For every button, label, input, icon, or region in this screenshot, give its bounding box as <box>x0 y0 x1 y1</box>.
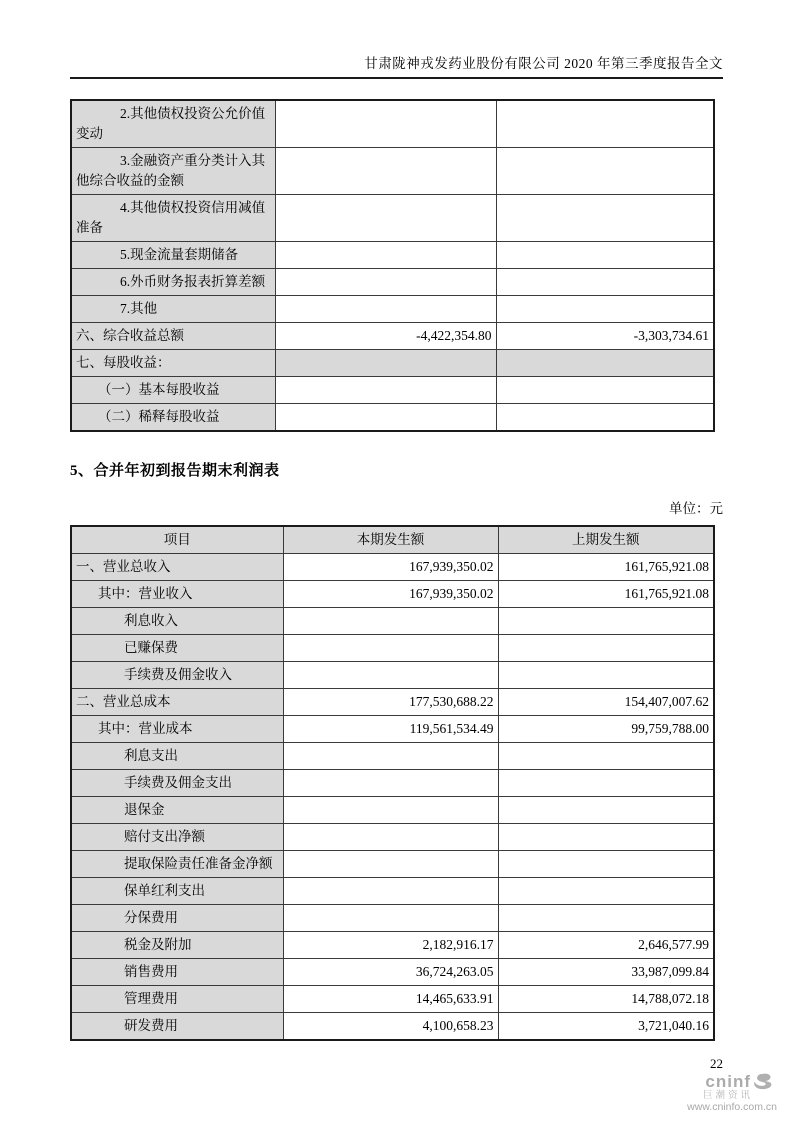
row-label: 5.现金流量套期储备 <box>71 242 275 269</box>
current-period-value <box>275 100 496 148</box>
table-row <box>71 824 714 851</box>
row-label: 六、综合收益总额 <box>71 323 275 350</box>
current-period-value <box>283 797 498 824</box>
row-label: 手续费及佣金收入 <box>71 662 283 689</box>
prior-period-value <box>496 242 714 269</box>
row-label: 3.金融资产重分类计入其他综合收益的金额 <box>71 148 275 195</box>
current-period-value <box>283 770 498 797</box>
current-period-value <box>283 743 498 770</box>
current-period-value <box>283 824 498 851</box>
current-period-value <box>275 377 496 404</box>
table-row <box>71 797 714 824</box>
row-label: 利息收入 <box>71 608 283 635</box>
comprehensive-income-table <box>70 99 715 432</box>
row-label: 2.其他债权投资公允价值变动 <box>71 100 275 148</box>
current-period-value <box>275 242 496 269</box>
cninfo-swirl-icon <box>753 1073 773 1090</box>
current-period-value <box>275 350 496 377</box>
prior-period-value <box>498 743 714 770</box>
prior-period-value <box>496 100 714 148</box>
row-label: 销售费用 <box>71 959 283 986</box>
prior-period-value: 154,407,007.62 <box>498 689 714 716</box>
current-period-value <box>283 662 498 689</box>
prior-period-value: 33,987,099.84 <box>498 959 714 986</box>
table-row <box>71 554 714 581</box>
row-label: 7.其他 <box>71 296 275 323</box>
section-title: 5、合并年初到报告期末利润表 <box>70 463 280 479</box>
prior-period-value <box>498 662 714 689</box>
table-row <box>71 296 714 323</box>
table-row <box>71 100 714 148</box>
current-period-value <box>275 296 496 323</box>
prior-period-value: 99,759,788.00 <box>498 716 714 743</box>
prior-period-value: 3,721,040.16 <box>498 1013 714 1041</box>
prior-period-value <box>498 797 714 824</box>
prior-period-value: 161,765,921.08 <box>498 581 714 608</box>
current-period-value: 14,465,633.91 <box>283 986 498 1013</box>
current-period-value <box>275 195 496 242</box>
table-row <box>71 959 714 986</box>
table-row <box>71 377 714 404</box>
column-header: 本期发生额 <box>283 526 498 554</box>
current-period-value: 36,724,263.05 <box>283 959 498 986</box>
income-statement-table <box>70 525 715 1041</box>
current-period-value: 2,182,916.17 <box>283 932 498 959</box>
current-period-value: 167,939,350.02 <box>283 581 498 608</box>
row-label: 利息支出 <box>71 743 283 770</box>
row-label: 其中：营业收入 <box>71 581 283 608</box>
prior-period-value <box>496 350 714 377</box>
row-label: 手续费及佣金支出 <box>71 770 283 797</box>
table-row <box>71 195 714 242</box>
current-period-value <box>275 148 496 195</box>
prior-period-value: -3,303,734.61 <box>496 323 714 350</box>
current-period-value <box>283 635 498 662</box>
document-header-title: 甘肃陇神戎发药业股份有限公司 2020 年第三季度报告全文 <box>70 0 723 79</box>
page-number: 22 <box>710 1056 723 1071</box>
prior-period-value <box>498 824 714 851</box>
current-period-value <box>283 608 498 635</box>
row-label: 七、每股收益： <box>71 350 275 377</box>
current-period-value: -4,422,354.80 <box>275 323 496 350</box>
table-row <box>71 635 714 662</box>
table-row <box>71 851 714 878</box>
row-label: 退保金 <box>71 797 283 824</box>
prior-period-value <box>498 905 714 932</box>
column-header: 上期发生额 <box>498 526 714 554</box>
table-row <box>71 242 714 269</box>
table-row <box>71 878 714 905</box>
prior-period-value <box>496 404 714 432</box>
cninfo-url: www.cninfo.com.cn <box>687 1101 777 1113</box>
current-period-value: 167,939,350.02 <box>283 554 498 581</box>
table-row <box>71 662 714 689</box>
table-row <box>71 269 714 296</box>
row-label: 管理费用 <box>71 986 283 1013</box>
prior-period-value: 2,646,577.99 <box>498 932 714 959</box>
current-period-value: 119,561,534.49 <box>283 716 498 743</box>
current-period-value <box>283 878 498 905</box>
prior-period-value <box>496 296 714 323</box>
prior-period-value <box>498 608 714 635</box>
prior-period-value <box>496 269 714 296</box>
table-row <box>71 148 714 195</box>
cninfo-watermark <box>687 1073 777 1114</box>
prior-period-value <box>496 148 714 195</box>
current-period-value <box>283 905 498 932</box>
table-row <box>71 770 714 797</box>
table-row <box>71 986 714 1013</box>
row-label: 4.其他债权投资信用减值准备 <box>71 195 275 242</box>
row-label: 分保费用 <box>71 905 283 932</box>
row-label: 一、营业总收入 <box>71 554 283 581</box>
prior-period-value: 14,788,072.18 <box>498 986 714 1013</box>
current-period-value: 4,100,658.23 <box>283 1013 498 1041</box>
row-label: 保单红利支出 <box>71 878 283 905</box>
header-row <box>71 526 714 554</box>
table-row <box>71 1013 714 1041</box>
cninfo-chinese-name: 巨潮资讯 <box>702 1090 753 1101</box>
table-row <box>71 350 714 377</box>
prior-period-value: 161,765,921.08 <box>498 554 714 581</box>
current-period-value <box>275 404 496 432</box>
prior-period-value <box>498 878 714 905</box>
table-row <box>71 323 714 350</box>
table-row <box>71 581 714 608</box>
row-label: 赔付支出净额 <box>71 824 283 851</box>
table-row <box>71 689 714 716</box>
row-label: 研发费用 <box>71 1013 283 1041</box>
prior-period-value <box>498 851 714 878</box>
table-row <box>71 716 714 743</box>
table-row <box>71 932 714 959</box>
prior-period-value <box>496 195 714 242</box>
row-label: 提取保险责任准备金净额 <box>71 851 283 878</box>
row-label: 二、营业总成本 <box>71 689 283 716</box>
table-row <box>71 404 714 432</box>
row-label: （二）稀释每股收益 <box>71 404 275 432</box>
cninfo-brand-text: cninf <box>705 1071 751 1091</box>
row-label: 其中：营业成本 <box>71 716 283 743</box>
row-label: 6.外币财务报表折算差额 <box>71 269 275 296</box>
prior-period-value <box>496 377 714 404</box>
row-label: 税金及附加 <box>71 932 283 959</box>
unit-label: 单位：元 <box>669 501 723 516</box>
prior-period-value <box>498 635 714 662</box>
table-row <box>71 905 714 932</box>
prior-period-value <box>498 770 714 797</box>
row-label: 已赚保费 <box>71 635 283 662</box>
row-label: （一）基本每股收益 <box>71 377 275 404</box>
current-period-value <box>283 851 498 878</box>
current-period-value <box>275 269 496 296</box>
table-row <box>71 608 714 635</box>
current-period-value: 177,530,688.22 <box>283 689 498 716</box>
column-header: 项目 <box>71 526 283 554</box>
table-row <box>71 743 714 770</box>
